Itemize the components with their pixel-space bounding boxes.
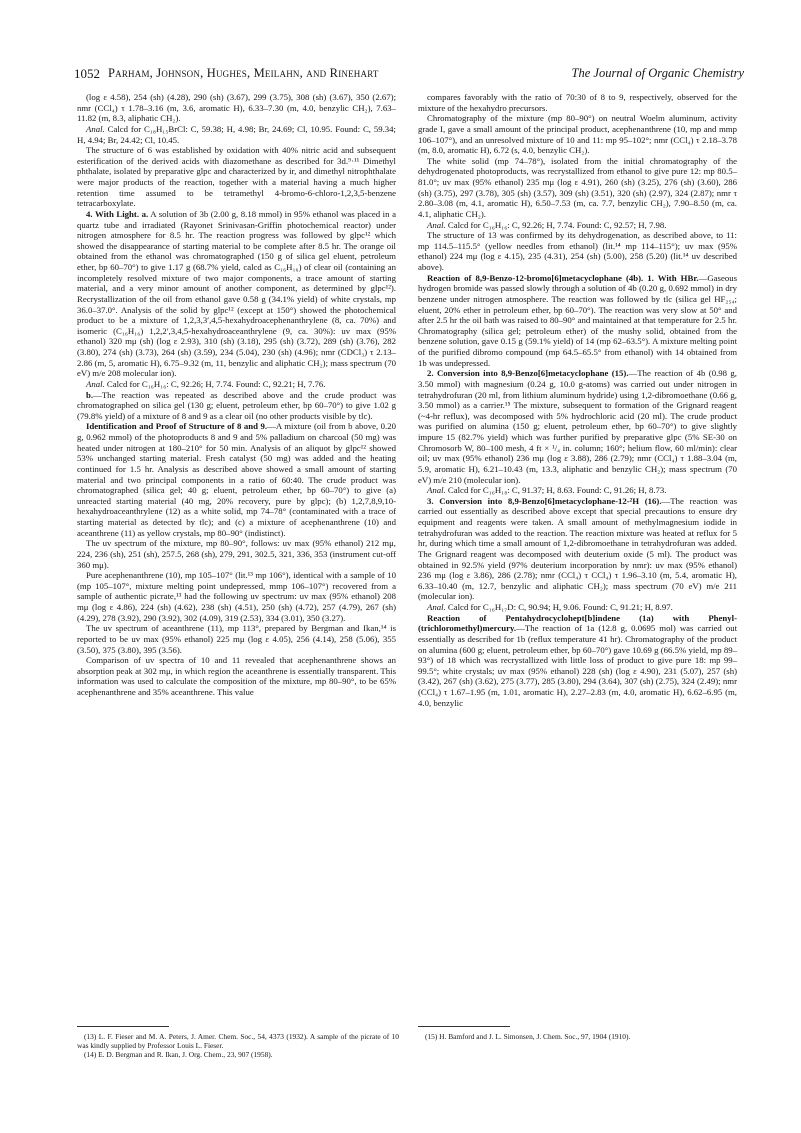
paragraph-lead: Anal. xyxy=(86,123,105,134)
body-paragraph xyxy=(77,124,396,145)
paragraph-text: —The reaction of 1a (12.8 g, 0.0695 mol) was carried out essentially as described for 1b (reflux temperature 41 hr). Chromatography of the product on alumina (600 g; eluent, petroleum ether, bp 60–70°) gave 10.69 g (66.5% yield, mp 89–93°) of 18 which was recrystallized with little loss of product to give pure 18: mp 99–99.5°; white crystals; uv max (95% ethanol) 228 (sh) (log ε 4.90), 231 (5.07), 257 (sh) (3.42), 267 (sh) (3.62), 275 (3.77), 285 (3.80), 294 (3.64), 307 (sh) (2.75), 324 (2.49); nmr (CCl₄) τ 1.67–1.95 (m, 1.01, aromatic H), 2.27–2.83 (m, 4.0, aromatic H), 6.62–6.95 (m, 4.0, benzylic xyxy=(418,623,737,708)
body-paragraph xyxy=(77,209,396,379)
left-column xyxy=(77,92,396,698)
body-paragraph xyxy=(418,113,737,156)
paragraph-text: Calcd for C₁₈H₁₅BrCl: C, 59.38; H, 4.98; Br, 24.69; Cl, 10.95. Found: C, 59.34; H, 4.94; Br, 24.42; Cl, 10.45. xyxy=(77,123,396,145)
paragraph-text: The uv spectrum of aceanthrene (11), mp 113°, prepared by Bergman and Ikan,¹⁴ is reported to be uv max (95% ethanol) 225 mμ (log ε 4.05), 256 (4.14), 258 (5.06), 355 (3.50), 375 (3.80), 395 (3.56). xyxy=(77,623,396,655)
body-paragraph xyxy=(418,602,737,613)
paragraph-text: Comparison of uv spectra of 10 and 11 revealed that acephenanthrene shows an absorption peak at 302 mμ, in which region the aceanthrene is essentially transparent. This information was used to calculate the composition of the mixture, mp 80–90°, to be 65% acephenanthrene and 35% aceanthrene. This value xyxy=(77,655,396,697)
paragraph-lead: Anal. xyxy=(427,219,446,230)
journal-title: The Journal of Organic Chemistry xyxy=(571,66,744,80)
paragraph-lead: Reaction of Pentahydrocyclohept[b]indene (1a) with Phenyl-(trichloromethyl)mercury. xyxy=(418,612,737,634)
body-paragraph xyxy=(418,273,737,369)
footnotes-left xyxy=(77,1032,399,1060)
page-header xyxy=(74,66,744,84)
running-authors: Parham, Johnson, Hughes, Meilahn, and Rinehart xyxy=(108,66,379,80)
footnote: (13) L. F. Fieser and M. A. Peters, J. Amer. Chem. Soc., 54, 4373 (1932). A sample of the picrate of 10 was kindly supplied by Professor Louis L. Fieser. xyxy=(77,1032,399,1051)
paragraph-text: Calcd for C₁₆H₁₇D: C, 90.94; H, 9.06. Found: C, 91.21; H, 8.97. xyxy=(445,602,673,612)
body-paragraph xyxy=(418,485,737,496)
paragraph-text: The white solid (mp 74–78°), isolated from the initial chromatography of the dehydrogenated photoproducts, was recrystallized from ethanol to give pure 12: mp 80.5–81.0°; uv max (95% ethanol) 235 mμ (log ε 4.91), 260 (sh) (3.25), 276 (sh) (3.60), 286 (sh) (3.75), 297 (3.78), 305 (sh) (3.57), 309 (sh) (3.51), 320 (sh) (2.97), 324 (2.87); nmr τ 2.80–3.08 (m, 4.1, aromatic H), 6.50–7.53 (m, ca. 7.7, benzylic CH₂), 7.90–8.50 (m, ca. 4.1, aliphatic CH₂). xyxy=(418,155,737,219)
body-paragraph xyxy=(77,655,396,698)
page-number: 1052 xyxy=(74,66,100,81)
footnote: (14) E. D. Bergman and R. Ikan, J. Org. Chem., 23, 907 (1958). xyxy=(84,1050,273,1060)
paragraph-text: Calcd for C₁₆H₁₆: C, 92.26; H, 7.74. Found: C, 92.57; H, 7.98. xyxy=(445,219,667,230)
body-paragraph xyxy=(418,496,737,602)
paragraph-text: The structure of 6 was established by oxidation with 40% nitric acid and subsequent esterification of the derived acids with diazomethane as described for 3d.⁹·¹¹ Dimethyl phthalate, isolated by preparative glpc and characterized by ir, and dimethyl nitrophthalate were major products of the reaction, together with a material having a much higher retention time assumed to be tetramethyl 4-bromo-6-chloro-1,2,3,5-benzene tetracarboxylate. xyxy=(77,145,396,209)
body-paragraph xyxy=(418,220,737,231)
body-paragraph xyxy=(418,92,737,113)
paragraph-lead: Anal. xyxy=(427,485,446,496)
paragraph-text: —Gaseous hydrogen bromide was passed slowly through a solution of 4b (0.20 g, 0.692 mmol) in dry benzene under nitrogen atmosphere. The reaction was followed by tlc (silica gel HF₂₅₄; eluent, 20% ether in petroleum ether, bp 60–70°). The reaction was very slow at 50° and after 2.5 hr the oil bath was raised to 80–90° and maintained at that temperature for 2.5 hr. Chromatography (silica gel; petroleum ether) of the mushy solid, obtained from the benzene solution, gave 0.15 g (59.1% yield) of 14 (mp 62–63.5°). A mixture melting point of the purified dibromo compound (mp 64.5–65.5° from ethanol) with 14 obtained from 1b was undepressed. xyxy=(418,272,737,368)
body-paragraph xyxy=(77,379,396,390)
paragraph-text: Calcd for C₁₆H₁₈: C, 91.37; H, 8.63. Found: C, 91.26; H, 8.73. xyxy=(445,485,667,496)
paragraph-lead: Anal. xyxy=(86,378,105,389)
body-paragraph xyxy=(418,613,737,709)
paragraph-lead: 3. Conversion into 8,9-Benzo[6]metacyclophane-12-²H (16). xyxy=(427,495,662,506)
paragraph-text: Calcd for C₁₆H₁₆: C, 92.26; H, 7.74. Found: C, 92.21; H, 7.76. xyxy=(104,378,326,389)
body-paragraph xyxy=(77,145,396,209)
body-paragraph xyxy=(77,390,396,422)
footnotes-right xyxy=(418,1032,740,1041)
paragraph-text: —The reaction of 4b (0.98 g, 3.50 mmol) with magnesium (0.24 g, 10.0 g-atoms) was carried out under nitrogen in tetrahydrofuran (20 ml, from lithium aluminum hydride) using 1,2-dibromoethane (0.66 g, 3.50 mmol) as a carrier.¹⁵ The mixture, subsequent to formation of the Grignard reagent (~4-hr reflux), was decomposed with 5% hydrochloric acid (20 ml). The crude product was purified on alumina (150 g; eluent, petroleum ether, bp 60–70°) to give slightly impure 15 (82.7% yield) which was further purified by preparative glpc (5% SE-30 on Chromosorb W, 80–100 mesh, 4 ft × ¹/₄ in. column; 160°; helium flow, 60 ml/min): clear oil; uv max (95% ethanol) 236 mμ (log ε 3.88), 286 (2.79); nmr (CCl₄) τ 1.88–3.04 (m, 5.9, aromatic H), 6.21–10.43 (m, 13.3, aliphatic and benzylic CH₂); mass spectrum (70 eV) m/e 210 (molecular ion). xyxy=(418,368,737,485)
paragraph-text: A solution of 3b (2.00 g, 8.18 mmol) in 95% ethanol was placed in a quartz tube and irradiated (Rayonet Srinivasan-Griffin photochemical reactor) under nitrogen atmosphere for 8.5 hr. The reaction progress was followed by glpc¹² which showed the disappearance of starting material to be complete after 8.5 hr. The orange oil obtained from the ethanol was chromatographed (150 g of silica gel eluent, petroleum ether, bp 60–70°) to give 1.17 g (68.7% yield, calcd as C₁₆H₁₆) of clear oil (containing an incompletely resolved mixture of two major components, a trace amount of starting material, and a very minor amount of another component, as determined by glpc¹²). Recrystallization of the oil from ethanol gave 0.58 g (34.1% yield) of white crystals, mp 36.0–37.0°. Analysis of the solid by glpc¹² (except at 150°) showed the photochemical product to be a mixture of 1,2,3,3′,4,5-hexahydroacephenanthrylene (8, ca. 70%) and isomeric (C₁₆H₁₆) 1,2,2′,3,4,5-hexahydroaceanthrylene (9, ca. 30%): uv max (95% ethanol) 320 mμ (sh) (log ε 2.93), 310 (sh) (3.18), 295 (sh) (3.72), 289 (sh) (3.76), 282 (3.80), 274 (sh) (3.73), 264 (sh) (3.59), 234 (5.04), 230 (sh) (4.96); nmr (CDCl₃) τ 2.13–2.86 (m, 5, aromatic H), 6.75–9.32 (m, 11, benzylic and aliphatic CH₂); mass spectrum (70 eV) m/e 208 molecular ion). xyxy=(77,208,396,379)
paragraph-lead: 2. Conversion into 8,9-Benzo[6]metacyclophane (15). xyxy=(427,368,629,379)
paragraph-text: —A mixture (oil from b above, 0.20 g, 0.962 mmol) of the photoproducts 8 and 9 and 5% palladium on charcoal (50 mg) was heated under nitrogen at 180–210° for 50 min. Analysis of an aliquot by glpc¹² showed 53% unchanged starting material. Fresh catalyst (50 mg) was added and the heating continued for 1.5 hr. Analysis as described above showed a small amount of starting material and two principal components in a ratio of 60:40. The crude product was chromatographed (silica gel; 40 g; eluent, petroleum ether, bp 60–70°) to give (a) unreacted starting material (40 mg, 20% recovery, pure by glpc); (b) 1,2,7,8,9,10-hexahydroaceanthrylene (12) as a white solid, mp 74–78° (contaminated with a trace of starting material as detected by tlc); and (c) a mixture of acephenanthrene (10) and aceanthrene (11) as yellow crystals, mp 80–90° (indistinct). xyxy=(77,421,396,538)
body-paragraph xyxy=(77,623,396,655)
paragraph-text: Pure acephenanthrene (10), mp 105–107° (lit.¹³ mp 106°), identical with a sample of 10 (mp 105–107°, mixture melting point undepressed, mmp 106–107°) recovered from a sample of authentic picrate,¹³ had the following uv spectrum: uv max (95% ethanol) 208 mμ (log ε 4.86), 224 (sh) (4.62), 238 (sh) (4.51), 250 (sh) (4.72), 257 (4.79), 267 (sh) (4.29), 278 (3.92), 290 (3.92), 302 (4.09), 319 (2.53), 334 (3.01), 350 (3.27). xyxy=(77,570,396,623)
footnote-rule xyxy=(418,1026,510,1027)
paragraph-text: compares favorably with the ratio of 70:30 of 8 to 9, respectively, observed for the mixture of the hexahydro precursors. xyxy=(418,92,737,113)
footnote: (15) H. Bamford and J. L. Simonsen, J. Chem. Soc., 97, 1904 (1910). xyxy=(425,1032,631,1041)
paragraph-lead: Identification and Proof of Structure of 8 and 9. xyxy=(86,421,268,432)
paragraph-lead: Anal. xyxy=(427,602,446,612)
paragraph-text: —The reaction was repeated as described above and the crude product was chromatographed on silica gel (130 g; eluent, petroleum ether, bp 60–70°) to give 1.02 g (79.8% yield) of a mixture of 8 and 9 as a clear oil (no other products visible by tlc). xyxy=(77,389,396,421)
paragraph-text: Chromatography of the mixture (mp 80–90°) on neutral Woelm aluminum, activity grade I, gave a small amount of the principal product, acephenanthrene (10, mp and mmp 106–107°), and an unresolved mixture of 10 and 11: mp 95–102°; nmr (CCl₄) τ 2.18–3.78 (m, 8.0, aromatic H), 6.72 (s, 4.0, benzylic CH₂). xyxy=(418,113,737,156)
paragraph-lead: Reaction of 8,9-Benzo-12-bromo[6]metacyclophane (4b). 1. With HBr. xyxy=(427,272,699,283)
paragraph-text: The uv spectrum of the mixture, mp 80–90°, follows: uv max (95% ethanol) 212 mμ, 224, 236 (sh), 251 (sh), 257.5, 268 (sh), 279, 291, 302.5, 321, 336, 353 (instrument cut-off 360 mμ). xyxy=(77,538,396,570)
body-paragraph xyxy=(418,368,737,485)
paragraph-text: —The reaction was carried out essentially as described above except that special precautions to ensure dry equipment and reagents were taken. A small amount of methylmagnesium iodide in tetrahydrofuran was added to the reaction. The reaction mixture was heated at reflux for 5 hr, during which time a small amount of 1,2-dibromoethane in tetrahydrofuran was added. The Grignard reagent was decomposed with deuterium oxide (5 ml). The product was obtained in 92.5% yield (97% deuterium incorporation by nmr): uv max (95% ethanol) 236 mμ (log ε 3.86), 286 (2.78); nmr (CCl₄) τ CCl₄) τ 1.96–3.10 (m, 5.4, aromatic H), 6.33–10.40 (m, 12.7, benzylic and aliphatic CH₂); mass spectrum (70 eV) m/e 211 (molecular ion). xyxy=(418,495,737,602)
paragraph-text: (log ε 4.58), 254 (sh) (4.28), 290 (sh) (3.67), 299 (3.75), 308 (sh) (3.67), 350 (2.67); nmr (CCl₄) τ 1.78–3.16 (m, 3.6, aromatic H), 6.33–7.30 (m, 4.0, benzylic CH₂), 7.63–11.82 (m, 8.3, aliphatic CH₂). xyxy=(77,92,396,124)
body-paragraph xyxy=(77,570,396,623)
right-column xyxy=(418,92,737,708)
footnote-rule xyxy=(77,1026,169,1027)
paragraph-lead: b. xyxy=(86,389,94,400)
body-paragraph xyxy=(77,538,396,570)
body-paragraph xyxy=(77,421,396,538)
body-paragraph xyxy=(418,230,737,273)
paragraph-text: The structure of 13 was confirmed by its dehydrogenation, as described above, to 11: mp 114.5–115.5° (yellow needles from ethanol) (lit.¹⁴ mp 114–115°); uv max (95% ethanol) 224 mμ (log ε 4.15), 235 (4.31), 254 (sh) (5.00), 258 (5.20) (lit.¹⁴ uv described above). xyxy=(418,230,737,272)
paragraph-lead: 4. With Light. a. xyxy=(86,208,149,219)
body-paragraph xyxy=(77,92,396,124)
body-paragraph xyxy=(418,156,737,220)
